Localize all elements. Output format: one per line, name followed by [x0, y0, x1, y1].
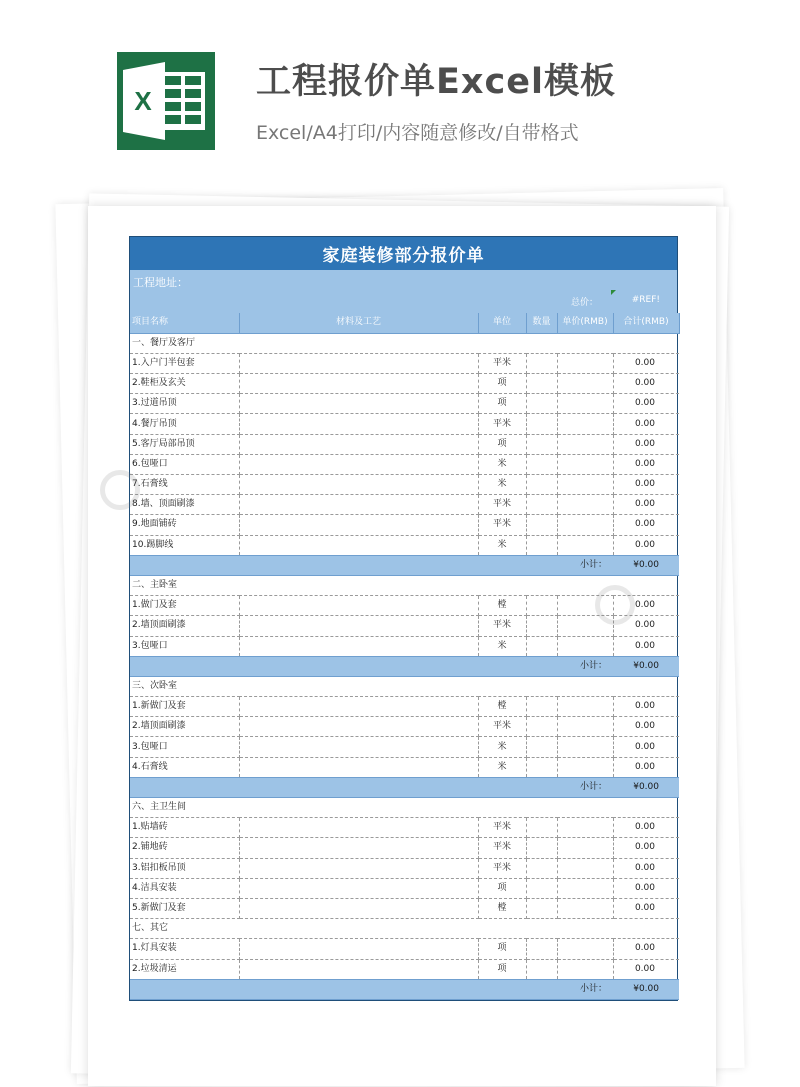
subtotal-row — [130, 777, 679, 797]
quote-sheet — [129, 236, 678, 1001]
table-row — [130, 394, 679, 414]
error-indicator-icon — [611, 290, 616, 295]
unit-price-cell[interactable] — [557, 394, 613, 414]
logo-letter: X — [134, 86, 152, 116]
total-value: #REF! — [631, 295, 660, 305]
quantity-cell[interactable] — [526, 737, 557, 757]
unit-price-cell[interactable] — [557, 959, 613, 979]
unit-price-cell[interactable] — [557, 353, 613, 373]
material-cell[interactable] — [239, 757, 478, 777]
unit-cell[interactable]: 项 — [478, 878, 526, 898]
unit-cell[interactable]: 米 — [478, 737, 526, 757]
section-title: 二、主卧室 — [130, 575, 679, 595]
unit-cell[interactable]: 平米 — [478, 353, 526, 373]
section-title: 三、次卧室 — [130, 676, 679, 696]
unit-cell[interactable]: 平米 — [478, 838, 526, 858]
table-row — [130, 636, 679, 656]
quantity-cell[interactable] — [526, 414, 557, 434]
quantity-cell[interactable] — [526, 636, 557, 656]
quantity-cell[interactable] — [526, 616, 557, 636]
address-row — [130, 270, 677, 313]
unit-price-cell[interactable] — [557, 838, 613, 858]
quantity-cell[interactable] — [526, 454, 557, 474]
table-row — [130, 454, 679, 474]
item-name-cell[interactable]: 4.洁具安装 — [130, 878, 239, 898]
table-row — [130, 757, 679, 777]
total-cell[interactable]: 0.00 — [613, 717, 679, 737]
total-cell[interactable]: 0.00 — [613, 394, 679, 414]
section-row — [130, 919, 679, 939]
unit-price-cell[interactable] — [557, 434, 613, 454]
item-name-cell[interactable]: 2.鞋柜及玄关 — [130, 374, 239, 394]
item-name-cell[interactable]: 1.入户门半包套 — [130, 353, 239, 373]
material-cell[interactable] — [239, 858, 478, 878]
unit-price-cell[interactable] — [557, 818, 613, 838]
total-cell[interactable]: 0.00 — [613, 495, 679, 515]
material-cell[interactable] — [239, 515, 478, 535]
quantity-cell[interactable] — [526, 959, 557, 979]
table-row — [130, 898, 679, 918]
total-cell[interactable]: 0.00 — [613, 818, 679, 838]
quantity-cell[interactable] — [526, 596, 557, 616]
item-name-cell[interactable]: 2.墙顶面刷漆 — [130, 717, 239, 737]
material-cell[interactable] — [239, 454, 478, 474]
excel-logo-icon — [117, 52, 215, 150]
quote-table — [130, 313, 680, 1000]
unit-price-cell[interactable] — [557, 374, 613, 394]
subtotal-label: 小计： — [557, 777, 613, 797]
item-name-cell[interactable]: 1.做门及套 — [130, 596, 239, 616]
material-cell[interactable] — [239, 717, 478, 737]
table-row — [130, 475, 679, 495]
subtotal-value: ¥0.00 — [613, 979, 679, 999]
quantity-cell[interactable] — [526, 374, 557, 394]
total-cell[interactable]: 0.00 — [613, 535, 679, 555]
total-cell[interactable]: 0.00 — [613, 878, 679, 898]
table-row — [130, 434, 679, 454]
quantity-cell[interactable] — [526, 858, 557, 878]
item-name-cell[interactable]: 3.铝扣板吊顶 — [130, 858, 239, 878]
subtotal-row — [130, 555, 679, 575]
material-cell[interactable] — [239, 414, 478, 434]
total-cell[interactable]: 0.00 — [613, 858, 679, 878]
table-row — [130, 959, 679, 979]
unit-cell[interactable]: 米 — [478, 535, 526, 555]
unit-price-cell[interactable] — [557, 737, 613, 757]
quantity-cell[interactable] — [526, 353, 557, 373]
unit-cell[interactable]: 米 — [478, 475, 526, 495]
page-title: 工程报价单Excel模板 — [256, 62, 616, 102]
total-cell[interactable]: 0.00 — [613, 636, 679, 656]
table-row — [130, 858, 679, 878]
unit-price-cell[interactable] — [557, 697, 613, 717]
unit-price-cell[interactable] — [557, 898, 613, 918]
unit-cell[interactable]: 平米 — [478, 515, 526, 535]
item-name-cell[interactable]: 2.墙顶面刷漆 — [130, 616, 239, 636]
material-cell[interactable] — [239, 374, 478, 394]
subtotal-label: 小计： — [557, 979, 613, 999]
material-cell[interactable] — [239, 596, 478, 616]
section-row — [130, 798, 679, 818]
unit-cell[interactable]: 项 — [478, 959, 526, 979]
table-header-row — [130, 313, 679, 333]
unit-cell[interactable]: 平米 — [478, 717, 526, 737]
unit-price-cell[interactable] — [557, 454, 613, 474]
unit-price-cell[interactable] — [557, 596, 613, 616]
column-header: 数量 — [526, 313, 557, 333]
quantity-cell[interactable] — [526, 878, 557, 898]
unit-cell[interactable]: 平米 — [478, 414, 526, 434]
quantity-cell[interactable] — [526, 495, 557, 515]
material-cell[interactable] — [239, 394, 478, 414]
unit-price-cell[interactable] — [557, 757, 613, 777]
unit-price-cell[interactable] — [557, 495, 613, 515]
unit-cell[interactable]: 米 — [478, 757, 526, 777]
total-cell[interactable]: 0.00 — [613, 616, 679, 636]
subtotal-spacer — [130, 656, 557, 676]
unit-price-cell[interactable] — [557, 475, 613, 495]
unit-price-cell[interactable] — [557, 414, 613, 434]
subtotal-value: ¥0.00 — [613, 777, 679, 797]
table-row — [130, 737, 679, 757]
item-name-cell[interactable]: 3.包哑口 — [130, 636, 239, 656]
unit-cell[interactable]: 平米 — [478, 616, 526, 636]
unit-cell[interactable]: 樘 — [478, 697, 526, 717]
table-row — [130, 838, 679, 858]
unit-cell[interactable]: 项 — [478, 394, 526, 414]
material-cell[interactable] — [239, 838, 478, 858]
total-cell[interactable]: 0.00 — [613, 454, 679, 474]
section-row — [130, 333, 679, 353]
material-cell[interactable] — [239, 616, 478, 636]
total-cell[interactable]: 0.00 — [613, 697, 679, 717]
material-cell[interactable] — [239, 353, 478, 373]
subtotal-row — [130, 656, 679, 676]
subtotal-value: ¥0.00 — [613, 555, 679, 575]
item-name-cell[interactable]: 5.新做门及套 — [130, 898, 239, 918]
section-title: 六、主卫生间 — [130, 798, 679, 818]
column-header: 项目名称 — [130, 313, 239, 333]
total-cell[interactable]: 0.00 — [613, 515, 679, 535]
quantity-cell[interactable] — [526, 434, 557, 454]
unit-cell[interactable]: 平米 — [478, 495, 526, 515]
unit-price-cell[interactable] — [557, 535, 613, 555]
material-cell[interactable] — [239, 636, 478, 656]
quantity-cell[interactable] — [526, 475, 557, 495]
material-cell[interactable] — [239, 818, 478, 838]
subtotal-value: ¥0.00 — [613, 656, 679, 676]
material-cell[interactable] — [239, 495, 478, 515]
total-cell[interactable]: 0.00 — [613, 898, 679, 918]
table-row — [130, 414, 679, 434]
item-name-cell[interactable]: 1.贴墙砖 — [130, 818, 239, 838]
unit-cell[interactable]: 平米 — [478, 818, 526, 838]
total-cell[interactable]: 0.00 — [613, 353, 679, 373]
material-cell[interactable] — [239, 434, 478, 454]
unit-cell[interactable]: 米 — [478, 454, 526, 474]
unit-price-cell[interactable] — [557, 858, 613, 878]
item-name-cell[interactable]: 3.包哑口 — [130, 737, 239, 757]
unit-cell[interactable]: 平米 — [478, 858, 526, 878]
page-subtitle: Excel/A4打印/内容随意修改/自带格式 — [256, 122, 579, 144]
unit-price-cell[interactable] — [557, 878, 613, 898]
subtotal-label: 小计： — [557, 555, 613, 575]
quantity-cell[interactable] — [526, 757, 557, 777]
item-name-cell[interactable]: 7.石膏线 — [130, 475, 239, 495]
material-cell[interactable] — [239, 697, 478, 717]
material-cell[interactable] — [239, 878, 478, 898]
quantity-cell[interactable] — [526, 697, 557, 717]
unit-cell[interactable]: 米 — [478, 636, 526, 656]
unit-price-cell[interactable] — [557, 636, 613, 656]
total-cell[interactable]: 0.00 — [613, 434, 679, 454]
address-label: 工程地址： — [133, 276, 188, 289]
section-title: 七、其它 — [130, 919, 679, 939]
total-cell[interactable]: 0.00 — [613, 414, 679, 434]
item-name-cell[interactable]: 6.包哑口 — [130, 454, 239, 474]
subtotal-row — [130, 979, 679, 999]
section-title: 一、餐厅及客厅 — [130, 333, 679, 353]
item-name-cell[interactable]: 5.客厅局部吊顶 — [130, 434, 239, 454]
quantity-cell[interactable] — [526, 717, 557, 737]
quantity-cell[interactable] — [526, 394, 557, 414]
section-row — [130, 575, 679, 595]
quantity-cell[interactable] — [526, 898, 557, 918]
quantity-cell[interactable] — [526, 535, 557, 555]
column-header: 单价(RMB) — [557, 313, 613, 333]
total-cell[interactable]: 0.00 — [613, 838, 679, 858]
unit-cell[interactable]: 项 — [478, 434, 526, 454]
item-name-cell[interactable]: 2.垃圾清运 — [130, 959, 239, 979]
table-row — [130, 515, 679, 535]
total-cell[interactable]: 0.00 — [613, 757, 679, 777]
subtotal-spacer — [130, 555, 557, 575]
quantity-cell[interactable] — [526, 818, 557, 838]
subtotal-label: 小计： — [557, 656, 613, 676]
column-header: 单位 — [478, 313, 526, 333]
material-cell[interactable] — [239, 535, 478, 555]
item-name-cell[interactable]: 8.墙、顶面刷漆 — [130, 495, 239, 515]
item-name-cell[interactable]: 1.新做门及套 — [130, 697, 239, 717]
table-row — [130, 878, 679, 898]
total-cell[interactable]: 0.00 — [613, 374, 679, 394]
quantity-cell[interactable] — [526, 939, 557, 959]
table-row — [130, 939, 679, 959]
table-row — [130, 616, 679, 636]
column-header: 合计(RMB) — [613, 313, 679, 333]
unit-cell[interactable]: 樘 — [478, 898, 526, 918]
total-cell[interactable]: 0.00 — [613, 939, 679, 959]
total-cell[interactable]: 0.00 — [613, 959, 679, 979]
column-header: 材料及工艺 — [239, 313, 478, 333]
item-name-cell[interactable]: 2.铺地砖 — [130, 838, 239, 858]
total-cell[interactable]: 0.00 — [613, 475, 679, 495]
sheet-title: 家庭装修部分报价单 — [130, 237, 677, 270]
unit-price-cell[interactable] — [557, 616, 613, 636]
material-cell[interactable] — [239, 959, 478, 979]
quantity-cell[interactable] — [526, 838, 557, 858]
unit-cell[interactable]: 项 — [478, 374, 526, 394]
unit-cell[interactable]: 项 — [478, 939, 526, 959]
unit-price-cell[interactable] — [557, 515, 613, 535]
quantity-cell[interactable] — [526, 515, 557, 535]
item-name-cell[interactable]: 3.过道吊顶 — [130, 394, 239, 414]
subtotal-spacer — [130, 777, 557, 797]
material-cell[interactable] — [239, 898, 478, 918]
table-row — [130, 697, 679, 717]
unit-cell[interactable]: 樘 — [478, 596, 526, 616]
table-row — [130, 535, 679, 555]
subtotal-spacer — [130, 979, 557, 999]
table-row — [130, 353, 679, 373]
item-name-cell[interactable]: 1.灯具安装 — [130, 939, 239, 959]
total-cell[interactable]: 0.00 — [613, 596, 679, 616]
table-row — [130, 374, 679, 394]
item-name-cell[interactable]: 4.餐厅吊顶 — [130, 414, 239, 434]
unit-price-cell[interactable] — [557, 717, 613, 737]
table-row — [130, 596, 679, 616]
material-cell[interactable] — [239, 475, 478, 495]
material-cell[interactable] — [239, 939, 478, 959]
unit-price-cell[interactable] — [557, 939, 613, 959]
item-name-cell[interactable]: 9.地面铺砖 — [130, 515, 239, 535]
section-row — [130, 676, 679, 696]
table-row — [130, 717, 679, 737]
total-cell[interactable]: 0.00 — [613, 737, 679, 757]
table-row — [130, 818, 679, 838]
item-name-cell[interactable]: 4.石膏线 — [130, 757, 239, 777]
table-row — [130, 495, 679, 515]
total-label: 总价： — [571, 298, 599, 308]
item-name-cell[interactable]: 10.踢脚线 — [130, 535, 239, 555]
material-cell[interactable] — [239, 737, 478, 757]
